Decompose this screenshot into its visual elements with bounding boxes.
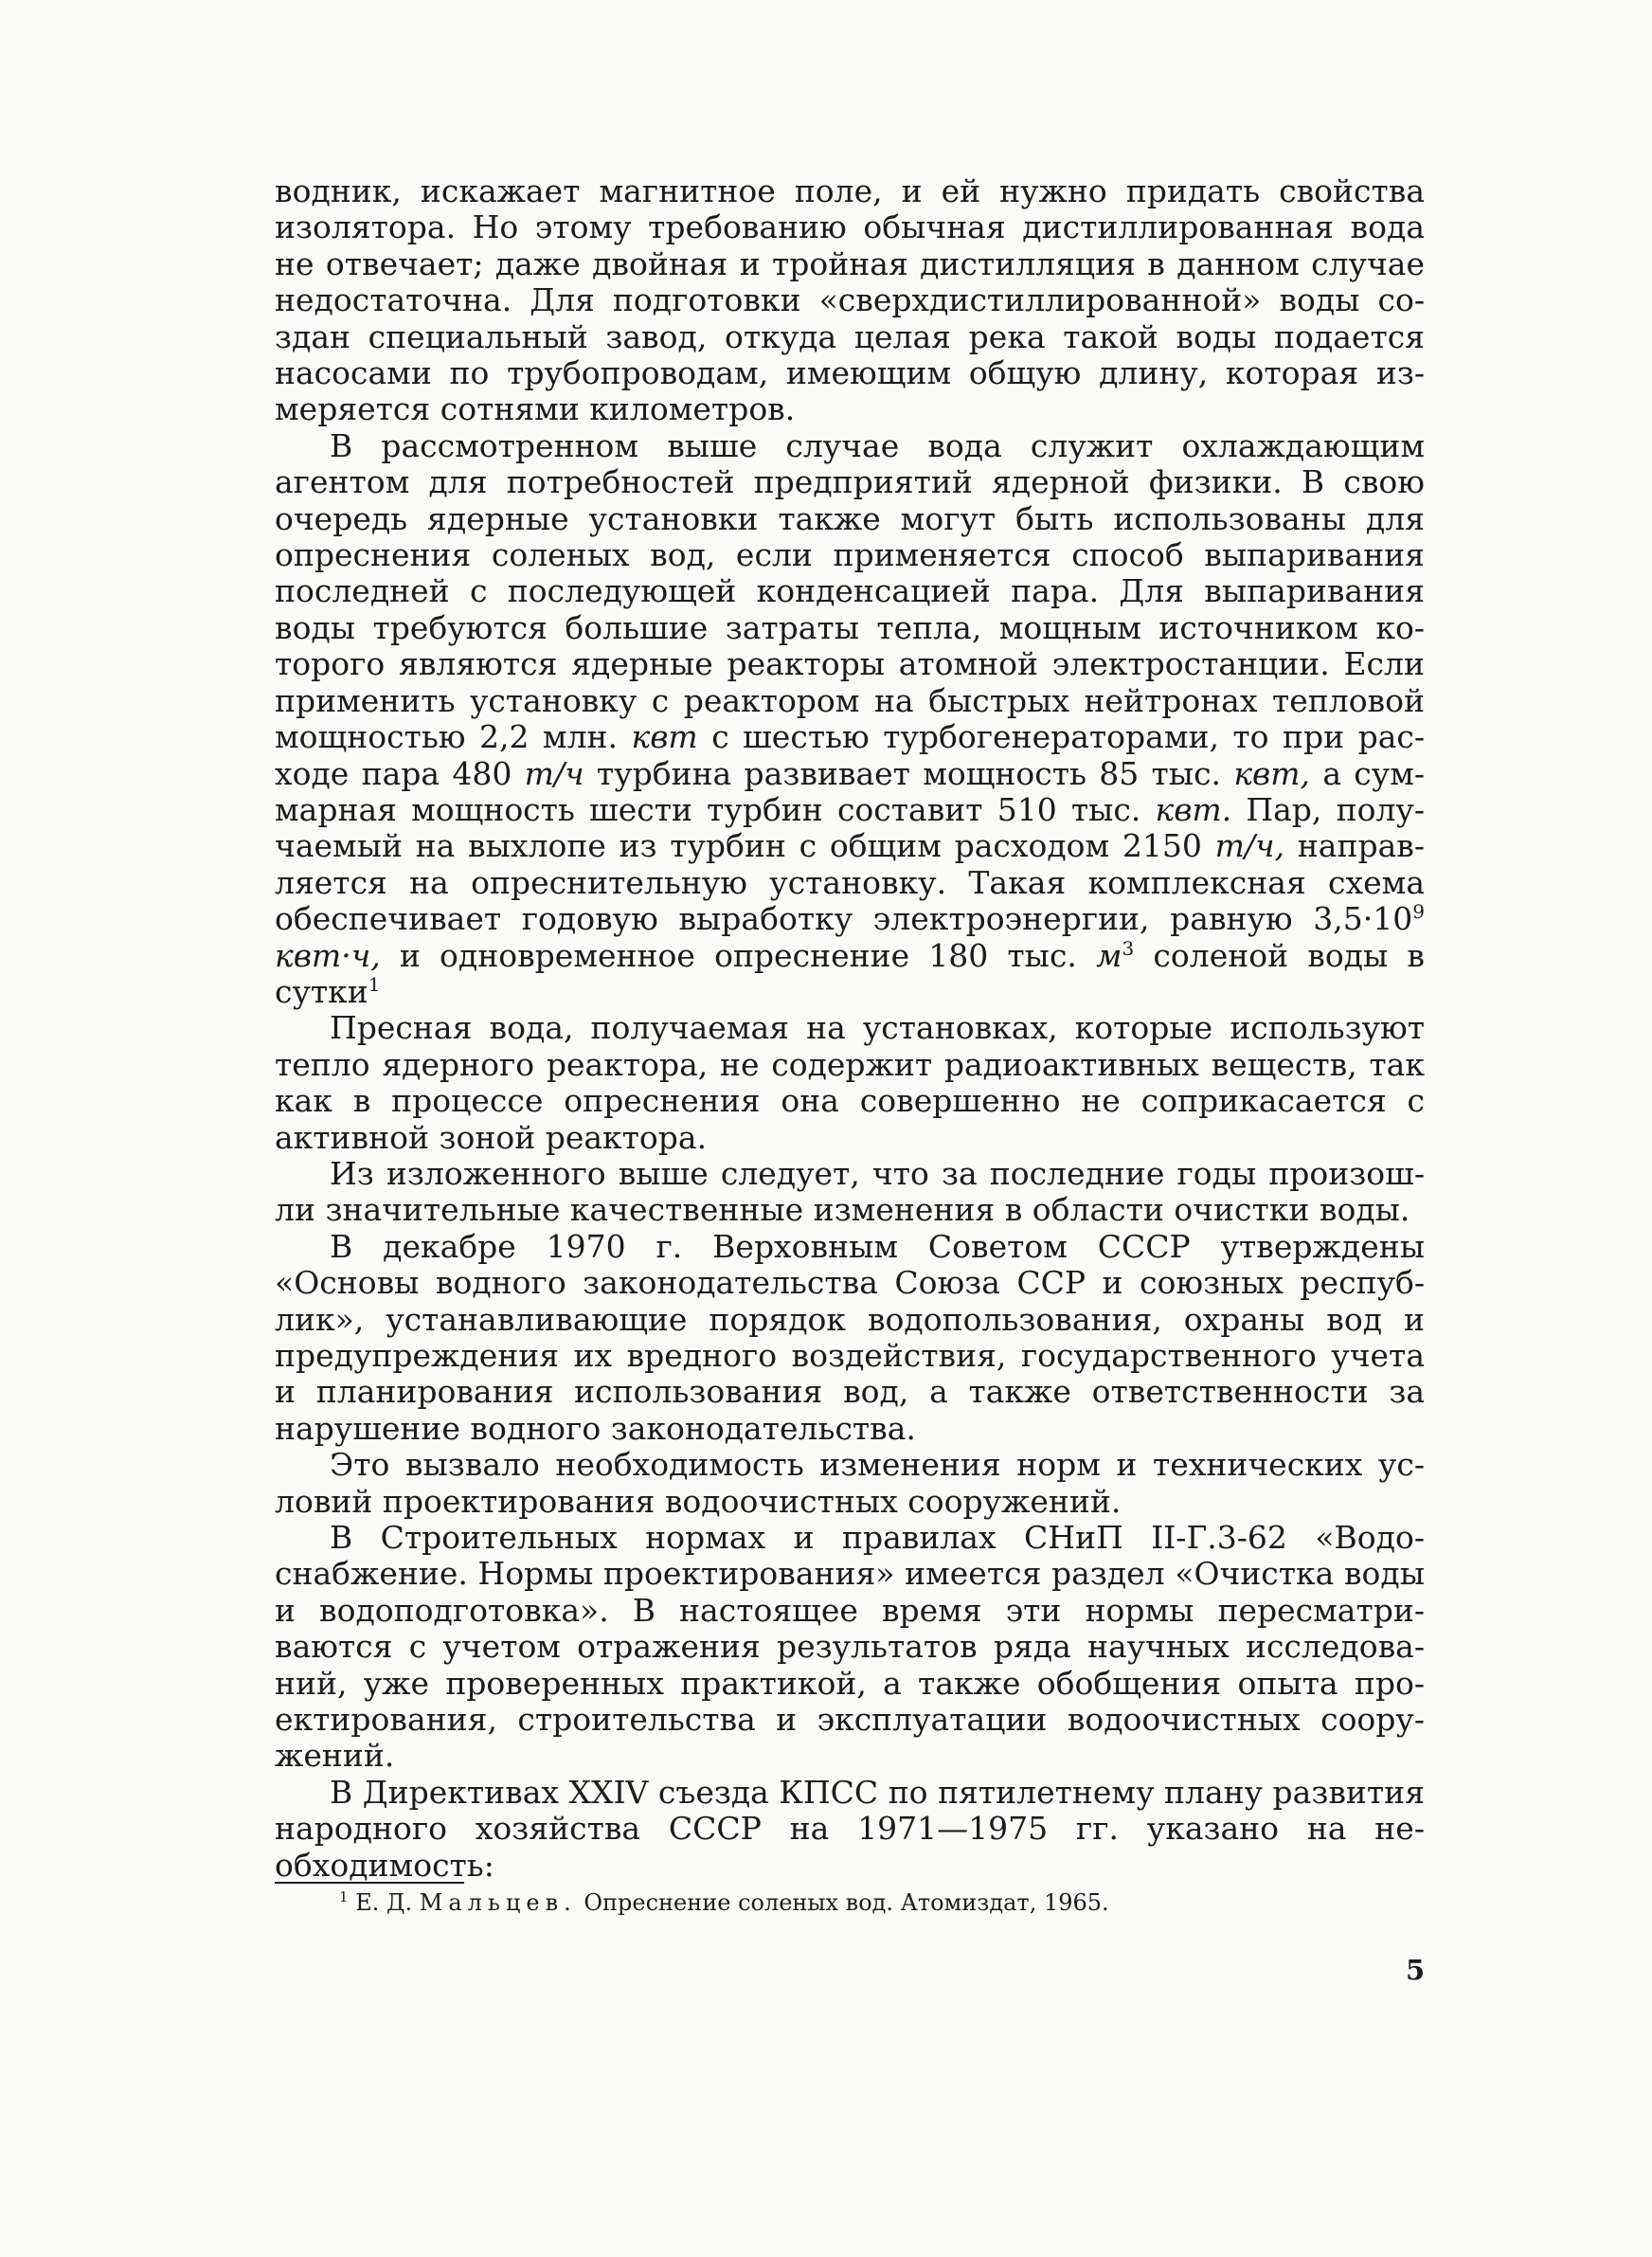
footnote-initials: Е. Д. [355,1889,413,1916]
paragraph-7: В Строительных нормах и правилах СНиП II-Г.3-62 «Водоснабжение. Нормы проектирования» имеется раздел «Очистка воды и водоподготовка». В настоящее время эти нормы пересматриваются с учетом отражения результатов ряда научных исследований, уже проверенных практикой, а также обобщения опыта проектирования, строительства и эксплуатации водоочистных сооружений. [275,1519,1425,1775]
exponent-9: 9 [1412,900,1425,924]
unit-kvt-h: квт·ч, [275,936,381,974]
unit-m: м [1096,936,1122,974]
paragraph-2-part-3: турбина развивает мощность 85 тыс. [596,754,1222,792]
paragraph-2-part-2: с шестью турбогенераторами, то при расходе пара 480 [275,718,1426,792]
footnote [339,1887,1381,1918]
paragraph-2-part-6: направляется на опреснительную установку. Такая комплексная схема обеспечивает годовую выработку электроэнергии, равную 3,5·10 [275,827,1425,938]
footnote-divider [275,1882,464,1884]
paragraph-2-part-8: соленой воды в сутки [275,936,1426,1010]
page-number: 5 [1406,1954,1426,1986]
paragraph-4: Из изложенного выше следует, что за последние годы произошли значительные качественные изменения в области очистки воды. [275,1154,1425,1229]
unit-kvt-1: квт [631,718,698,756]
footnote-citation: Опреснение соленых вод. Атомиздат, 1965. [584,1889,1109,1916]
paragraph-8: В Директивах XXIV съезда КПСС по пятилетнему плану развития народного хозяйства СССР на 1971—1975 гг. указано на необходимость: [275,1773,1425,1884]
paragraph-2-part-7: и одновременное опреснение 180 тыс. [399,936,1077,974]
paragraph-2-part-4: а суммарная мощность шести турбин составит 510 тыс. [275,754,1426,828]
paragraph-1: водник, искажает магнитное поле, и ей нужно придать свойства изолятора. Но этому требованию обычная дистиллированная вода не отвечает; даже двойная и тройная дистилляция в данном случае недостаточна. Для подготовки «сверхдистиллированной» воды создан специальный завод, откуда целая река такой воды подается насосами по трубопроводам, имеющим общую длину, которая измеряется сотнями километров. [275,172,1425,428]
unit-th-1: т/ч [524,754,584,792]
paragraph-2-part-1: В рассмотренном выше случае вода служит охлаждающим агентом для потребностей предприятий ядерной физики. В свою очередь ядерные установки также могут быть использованы для опреснения соленых вод, если применяется способ выпаривания последней с последующей конденсацией пара. Для выпаривания воды требуются большие затраты тепла, мощным источником которого являются ядерные реакторы атомной электростанции. Если применить установку с реактором на быстрых нейтронах тепловой мощностью 2,2 млн. [275,426,1425,756]
paragraph-6: Это вызвало необходимость изменения норм и технических условий проектирования водоочистных сооружений. [275,1446,1425,1520]
paragraph-3: Пресная вода, получаемая на установках, которые используют тепло ядерного реактора, не содержит радиоактивных веществ, так как в процессе опреснения она совершенно не соприкасается с активной зоной реактора. [275,1009,1425,1156]
body-text [275,173,1425,1884]
unit-kvt-2: квт, [1233,754,1311,792]
footnote-author: Мальцев. [419,1889,577,1916]
exponent-3: 3 [1122,936,1135,960]
paragraph-2-part-5: Пар, получаемый на выхлопе из турбин с общим расходом 2150 [275,790,1425,865]
footnote-reference: 1 [368,972,381,996]
unit-kvt-3: квт. [1155,790,1232,828]
paragraph-5: В декабре 1970 г. Верховным Советом СССР утверждены «Основы водного законодательства Союза ССР и союзных республик», устанавливающие порядок водопользования, охраны вод и предупреждения их вредного воздействия, государственного учета и планирования использования вод, а также ответственности за нарушение водного законодательства. [275,1227,1425,1447]
paragraph-2 [275,428,1425,1011]
footnote-marker: 1 [339,1888,349,1905]
unit-th-2: т/ч, [1214,827,1285,865]
